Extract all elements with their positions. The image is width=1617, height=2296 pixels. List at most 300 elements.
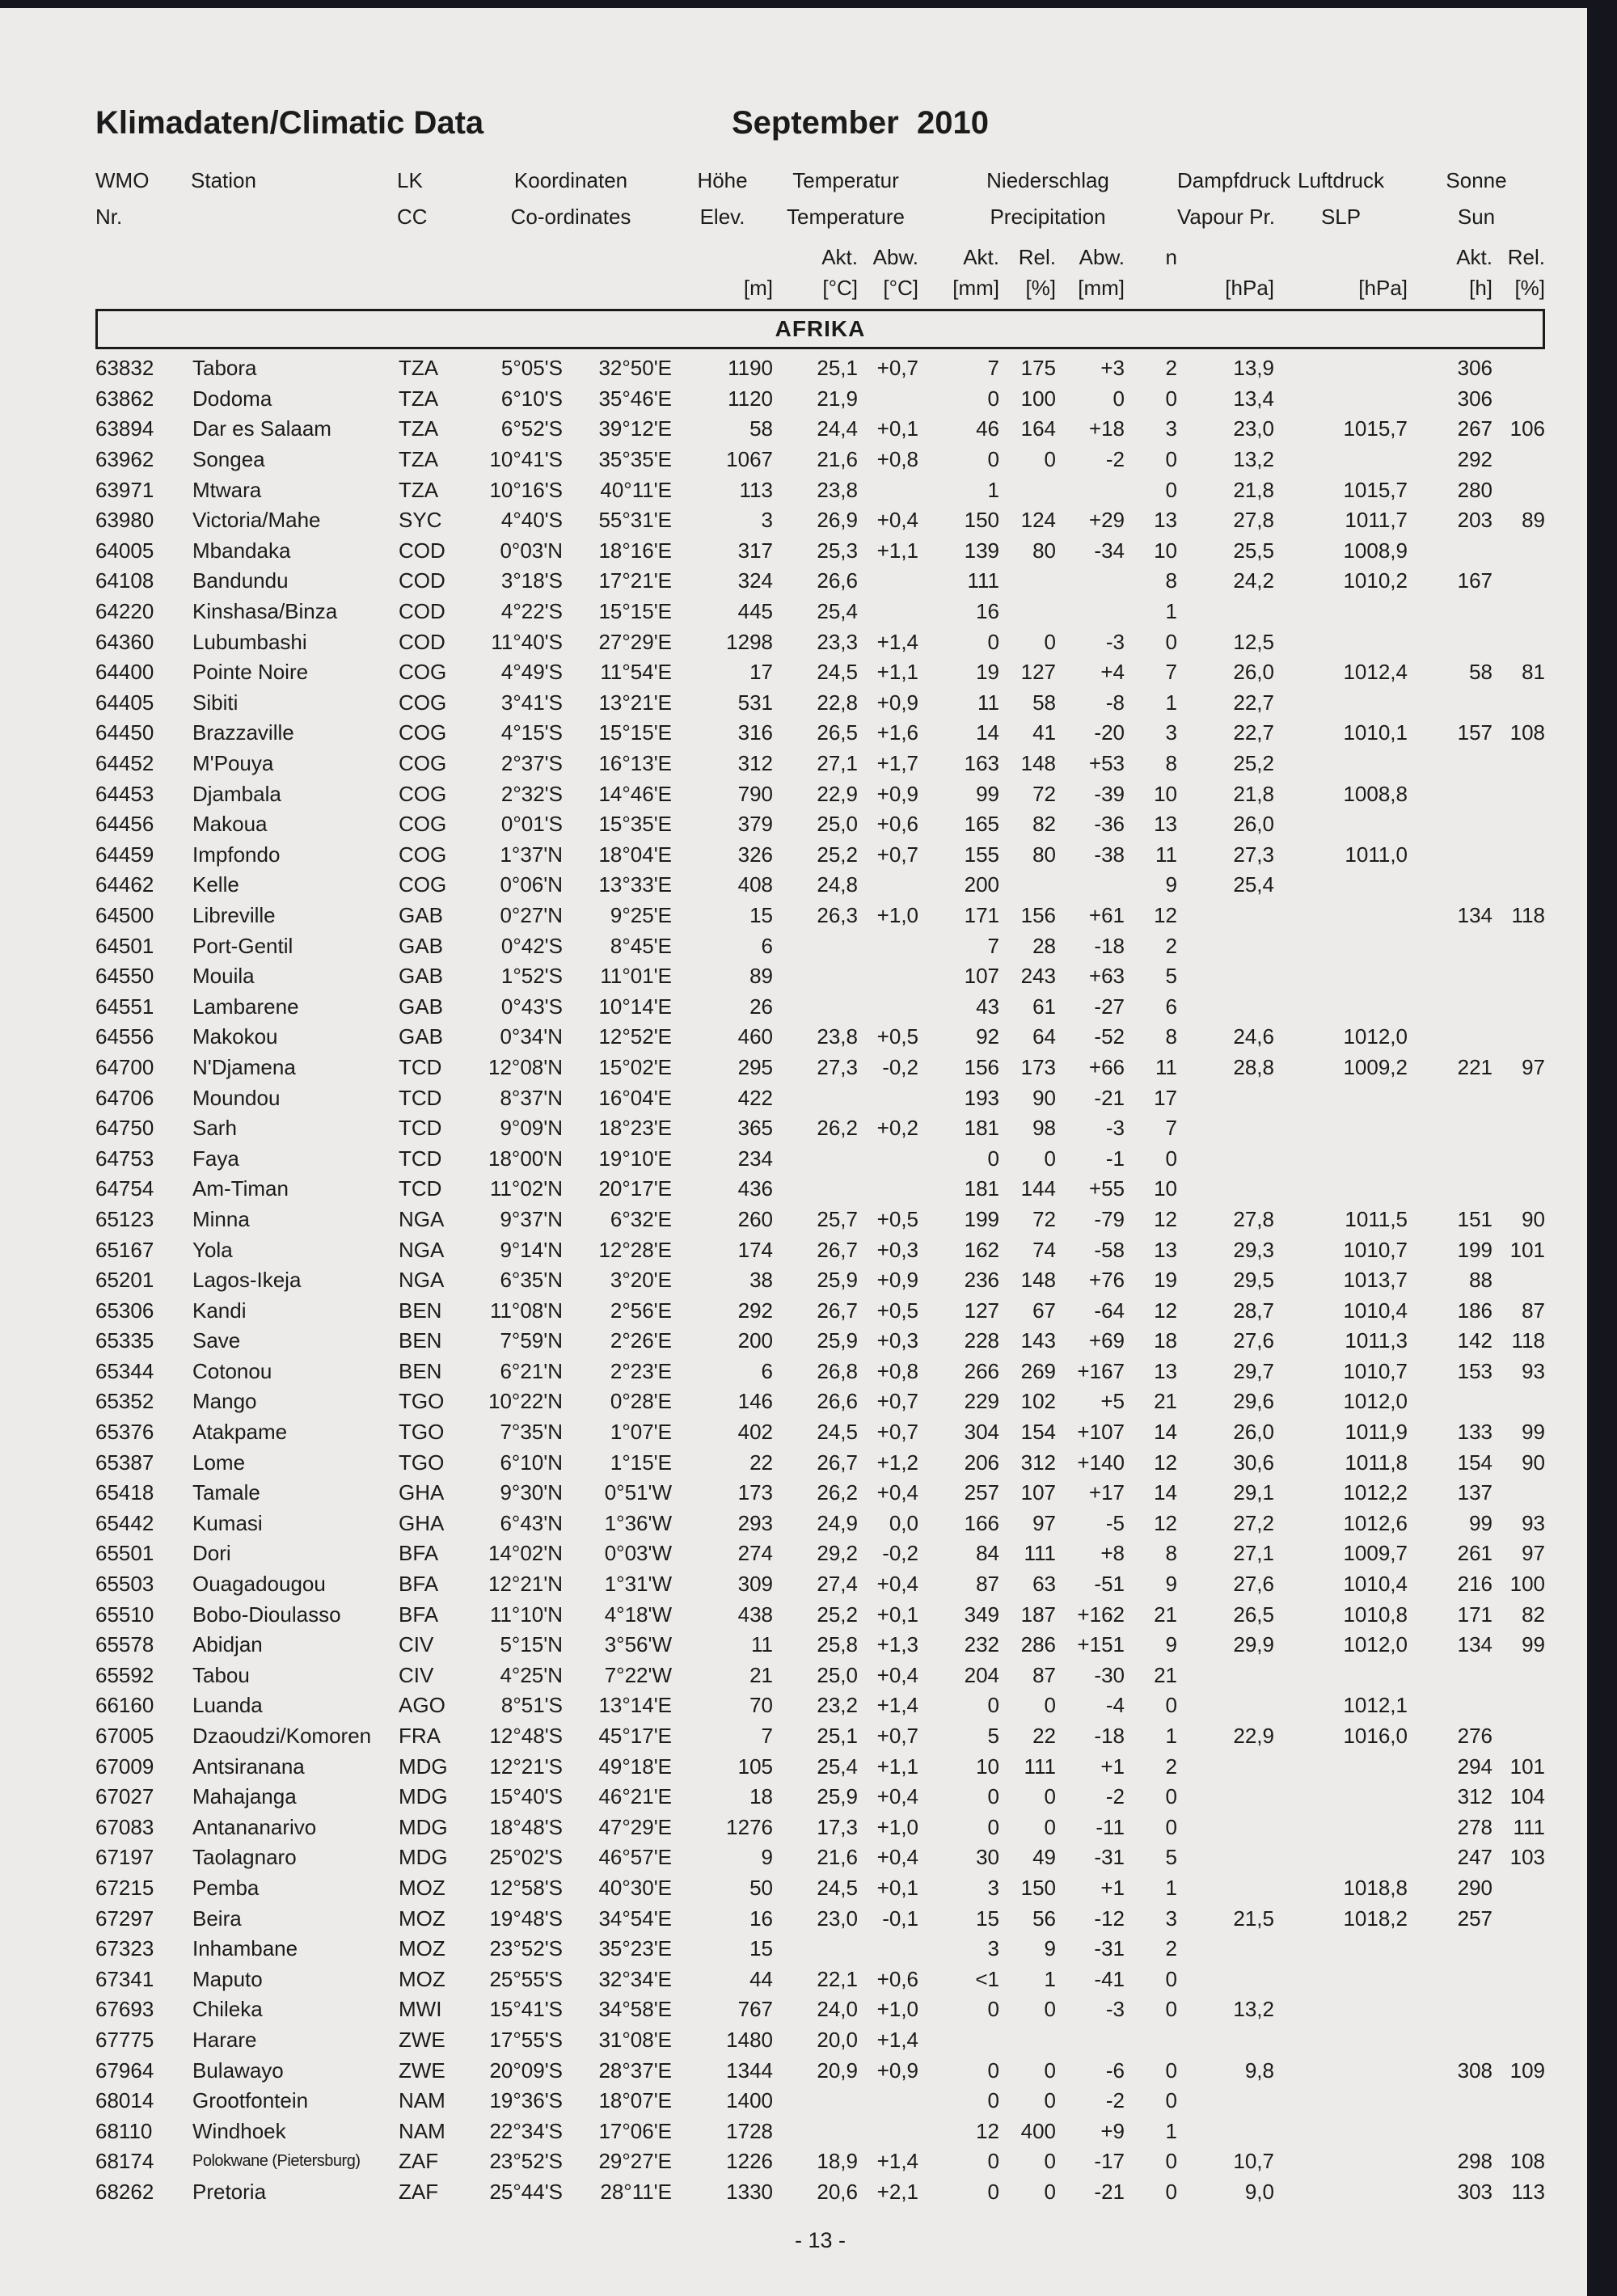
cell-wmo: 63971 xyxy=(95,477,154,502)
cell-wmo: 67083 xyxy=(95,1814,154,1839)
cell-vapour xyxy=(1177,1690,1274,1721)
cell-precip-abw: +66 xyxy=(1088,1054,1125,1079)
cell-sun-akt xyxy=(1408,1022,1492,1053)
cell-cc: TGO xyxy=(399,1389,445,1414)
cell-sun-rel xyxy=(1492,2086,1545,2117)
cell-lat: 18°00'N xyxy=(488,1146,563,1171)
header-slp-en: SLP xyxy=(1320,205,1362,229)
cell-temp-akt: 27,3 xyxy=(817,1054,858,1079)
cell-vapour: 26,0 xyxy=(1233,812,1274,837)
cell-sun-akt xyxy=(1408,1113,1492,1144)
section-title: AFRIKA xyxy=(775,316,866,341)
cell-wmo: 64108 xyxy=(95,568,154,593)
cell-temp-abw: +0,5 xyxy=(876,1206,918,1231)
cell-slp xyxy=(1274,991,1408,1022)
cell-elev: 6 xyxy=(761,1358,773,1383)
table-row xyxy=(95,1022,1545,1053)
cell-lat: 25°55'S xyxy=(489,1966,563,1991)
unit-temp-akt: [°C] xyxy=(822,276,859,300)
cell-cc: NGA xyxy=(399,1206,445,1231)
cell-precip-n: 1 xyxy=(1165,599,1177,624)
cell-vapour: 24,2 xyxy=(1233,568,1274,593)
cell-vapour xyxy=(1177,901,1274,931)
cell-precip-n: 0 xyxy=(1165,1146,1177,1171)
cell-precip-n: 21 xyxy=(1154,1662,1177,1687)
cell-temp-akt: 26,5 xyxy=(817,720,858,745)
cell-sun-rel: 82 xyxy=(1522,1602,1545,1627)
cell-precip-n: 18 xyxy=(1154,1328,1177,1353)
cell-station: Lome xyxy=(192,1450,246,1475)
cell-cc: CIV xyxy=(399,1662,434,1687)
cell-cc: COG xyxy=(399,872,447,897)
cell-elev: 18 xyxy=(749,1784,773,1809)
cell-lon: 47°29'E xyxy=(598,1814,672,1839)
cell-precip-rel: 124 xyxy=(1020,508,1056,533)
subheader-temp-abw: Abw. xyxy=(872,245,919,269)
cell-precip-n: 19 xyxy=(1154,1268,1177,1293)
cell-cc: GAB xyxy=(399,933,443,958)
table-row xyxy=(95,505,1545,536)
cell-temp-akt: 24,4 xyxy=(817,416,858,441)
cell-elev: 531 xyxy=(737,690,773,715)
cell-temp-akt: 25,2 xyxy=(817,1602,858,1627)
cell-lat: 10°16'S xyxy=(489,477,563,502)
cell-sun-rel xyxy=(1492,353,1545,384)
cell-precip-n: 2 xyxy=(1165,1936,1177,1961)
cell-temp-akt: 27,1 xyxy=(817,751,858,776)
cell-precip-rel: 80 xyxy=(1032,842,1056,867)
cell-cc: COG xyxy=(399,690,447,715)
cell-vapour: 27,6 xyxy=(1233,1328,1274,1353)
cell-slp: 1011,0 xyxy=(1345,842,1408,867)
cell-elev: 1276 xyxy=(726,1814,773,1839)
cell-elev: 379 xyxy=(737,812,773,837)
cell-vapour: 21,8 xyxy=(1233,781,1274,806)
cell-vapour: 30,6 xyxy=(1233,1450,1274,1475)
cell-precip-akt: 155 xyxy=(964,842,999,867)
cell-precip-akt: 193 xyxy=(964,1085,999,1110)
cell-precip-rel: 148 xyxy=(1020,1268,1056,1293)
cell-precip-rel: 0 xyxy=(1044,2149,1056,2174)
cell-precip-abw: -27 xyxy=(1094,994,1125,1019)
cell-sun-akt: 257 xyxy=(1457,1906,1492,1931)
cell-temp-akt xyxy=(773,931,858,961)
cell-elev: 26 xyxy=(749,994,773,1019)
cell-vapour: 29,5 xyxy=(1233,1268,1274,1293)
cell-temp-abw: +0,5 xyxy=(876,1024,918,1049)
cell-elev: 436 xyxy=(737,1176,773,1201)
cell-vapour: 26,0 xyxy=(1233,1420,1274,1445)
cell-vapour xyxy=(1177,1842,1274,1873)
cell-precip-akt: 16 xyxy=(976,599,999,624)
cell-precip-n: 12 xyxy=(1154,1206,1177,1231)
cell-wmo: 63832 xyxy=(95,356,154,381)
header-precipitation-en: Precipitation xyxy=(990,205,1106,229)
cell-lon: 16°04'E xyxy=(598,1085,672,1110)
cell-precip-n: 0 xyxy=(1165,1997,1177,2022)
cell-temp-abw: +1,1 xyxy=(876,1754,918,1779)
cell-elev: 173 xyxy=(737,1480,773,1505)
cell-wmo: 65510 xyxy=(95,1602,154,1627)
cell-slp xyxy=(1274,445,1408,475)
cell-sun-rel xyxy=(1492,1721,1545,1752)
cell-precip-akt: 0 xyxy=(987,386,999,411)
cell-precip-n: 11 xyxy=(1155,1054,1177,1079)
table-row xyxy=(95,2055,1545,2086)
cell-precip-n: 0 xyxy=(1165,386,1177,411)
header-sun-en: Sun xyxy=(1457,205,1496,229)
cell-temp-akt: 23,0 xyxy=(817,1906,858,1931)
cell-sun-rel: 97 xyxy=(1522,1054,1545,1079)
cell-precip-n: 7 xyxy=(1165,1116,1177,1141)
cell-lat: 12°58'S xyxy=(489,1875,563,1900)
cell-lat: 14°02'N xyxy=(488,1541,563,1566)
cell-cc: FRA xyxy=(399,1724,441,1749)
cell-precip-akt: 171 xyxy=(964,902,999,927)
cell-precip-abw: +18 xyxy=(1088,416,1125,441)
cell-wmo: 64005 xyxy=(95,538,154,563)
cell-precip-abw xyxy=(1056,475,1125,505)
cell-precip-akt: 156 xyxy=(964,1054,999,1079)
document-page xyxy=(95,0,1545,2253)
cell-precip-akt: 204 xyxy=(964,1662,999,1687)
cell-precip-abw: -2 xyxy=(1105,2088,1125,2113)
cell-sun-rel xyxy=(1492,870,1545,901)
cell-slp: 1011,8 xyxy=(1345,1450,1408,1475)
cell-elev: 146 xyxy=(737,1389,773,1414)
cell-lat: 0°42'S xyxy=(500,933,563,958)
cell-sun-akt: 133 xyxy=(1457,1420,1492,1445)
cell-precip-akt: 349 xyxy=(964,1602,999,1627)
cell-station: Luanda xyxy=(192,1693,263,1718)
cell-elev: 113 xyxy=(739,477,773,502)
cell-precip-rel: 87 xyxy=(1032,1662,1056,1687)
cell-precip-rel: 0 xyxy=(1044,1997,1056,2022)
cell-sun-rel: 93 xyxy=(1522,1358,1545,1383)
table-row xyxy=(95,1265,1545,1296)
cell-precip-abw: +63 xyxy=(1088,964,1125,989)
cell-cc: COG xyxy=(399,842,447,867)
cell-precip-rel: 80 xyxy=(1032,538,1056,563)
cell-precip-abw: -52 xyxy=(1094,1024,1125,1049)
cell-wmo: 64750 xyxy=(95,1116,154,1141)
cell-precip-akt: 11 xyxy=(977,690,999,715)
cell-precip-abw xyxy=(1056,597,1125,627)
cell-temp-akt: 26,6 xyxy=(817,1389,858,1414)
cell-elev: 1067 xyxy=(726,447,773,472)
cell-elev: 316 xyxy=(737,720,773,745)
cell-elev: 460 xyxy=(737,1024,773,1049)
cell-sun-akt: 308 xyxy=(1457,2058,1492,2083)
cell-temp-akt: 26,7 xyxy=(817,1237,858,1262)
cell-vapour: 22,7 xyxy=(1233,720,1274,745)
cell-temp-akt xyxy=(773,961,858,992)
cell-sun-akt xyxy=(1408,2025,1492,2056)
header-sun: Sonne xyxy=(1446,168,1507,192)
cell-station: Moundou xyxy=(192,1085,281,1110)
cell-lat: 12°21'N xyxy=(488,1572,563,1597)
cell-lon: 9°25'E xyxy=(610,902,672,927)
table-row xyxy=(95,1813,1545,1843)
cell-vapour xyxy=(1177,2086,1274,2117)
cell-cc: TZA xyxy=(399,447,439,472)
cell-elev: 58 xyxy=(749,416,773,441)
unit-precip-abw: [mm] xyxy=(1078,276,1125,300)
cell-temp-akt xyxy=(773,1174,858,1205)
cell-precip-abw xyxy=(1056,566,1125,597)
cell-precip-n: 12 xyxy=(1154,1510,1177,1535)
cell-sun-akt xyxy=(1408,597,1492,627)
cell-precip-rel: 0 xyxy=(1044,2179,1056,2204)
cell-lon: 1°31'W xyxy=(604,1572,672,1597)
cell-wmo: 65442 xyxy=(95,1510,154,1535)
cell-sun-rel: 93 xyxy=(1522,1510,1545,1535)
cell-temp-akt xyxy=(773,991,858,1022)
cell-cc: COG xyxy=(399,781,447,806)
cell-wmo: 68014 xyxy=(95,2088,154,2113)
cell-precip-akt: 14 xyxy=(976,720,999,745)
cell-sun-rel: 97 xyxy=(1522,1541,1545,1566)
cell-cc: TZA xyxy=(399,356,439,381)
cell-slp xyxy=(1274,2086,1408,2117)
cell-wmo: 68174 xyxy=(95,2149,154,2174)
cell-lat: 17°55'S xyxy=(489,2027,563,2052)
cell-temp-akt: 22,1 xyxy=(817,1966,858,1991)
cell-elev: 422 xyxy=(737,1085,773,1110)
cell-wmo: 67215 xyxy=(95,1875,154,1900)
cell-wmo: 64753 xyxy=(95,1146,154,1171)
cell-elev: 7 xyxy=(761,1724,773,1749)
cell-precip-rel: 102 xyxy=(1020,1389,1056,1414)
cell-sun-rel xyxy=(1492,991,1545,1022)
cell-sun-rel xyxy=(1492,688,1545,719)
cell-elev: 309 xyxy=(737,1572,773,1597)
cell-wmo: 64500 xyxy=(95,902,154,927)
cell-station: Pointe Noire xyxy=(192,660,309,685)
cell-sun-rel xyxy=(1492,1265,1545,1296)
cell-temp-akt: 20,6 xyxy=(817,2179,858,2204)
cell-precip-rel: 72 xyxy=(1032,781,1056,806)
cell-station: Beira xyxy=(192,1906,242,1931)
cell-lat: 10°22'N xyxy=(488,1389,563,1414)
cell-vapour xyxy=(1177,1143,1274,1174)
cell-precip-n: 0 xyxy=(1165,1784,1177,1809)
cell-precip-n: 10 xyxy=(1154,781,1177,806)
header-elevation-en: Elev. xyxy=(699,205,745,229)
cell-sun-akt xyxy=(1408,1690,1492,1721)
cell-precip-akt: 87 xyxy=(976,1572,999,1597)
cell-temp-akt: 25,1 xyxy=(817,356,858,381)
cell-temp-abw: +1,4 xyxy=(876,629,918,654)
cell-cc: ZWE xyxy=(399,2058,445,2083)
cell-precip-akt: 10 xyxy=(976,1754,999,1779)
cell-sun-rel xyxy=(1492,1934,1545,1965)
cell-precip-n: 1 xyxy=(1165,1724,1177,1749)
cell-precip-rel: 111 xyxy=(1024,1754,1056,1779)
cell-precip-rel: 0 xyxy=(1044,2058,1056,2083)
cell-precip-rel: 56 xyxy=(1032,1906,1056,1931)
table-row xyxy=(95,1447,1545,1478)
cell-precip-abw: -3 xyxy=(1105,1997,1125,2022)
cell-vapour: 26,0 xyxy=(1233,660,1274,685)
cell-sun-akt xyxy=(1408,931,1492,961)
cell-lat: 8°51'S xyxy=(500,1693,563,1718)
cell-lat: 9°09'N xyxy=(500,1116,563,1141)
cell-cc: SYC xyxy=(399,508,442,533)
cell-precip-akt: 266 xyxy=(964,1358,999,1383)
cell-vapour xyxy=(1177,931,1274,961)
cell-lon: 8°45'E xyxy=(610,933,672,958)
cell-precip-akt: 7 xyxy=(987,356,999,381)
cell-precip-n: 6 xyxy=(1165,994,1177,1019)
cell-slp xyxy=(1274,2146,1408,2177)
cell-temp-akt: 26,6 xyxy=(817,568,858,593)
cell-wmo: 65306 xyxy=(95,1298,154,1323)
cell-precip-akt: 228 xyxy=(964,1328,999,1353)
cell-lat: 18°48'S xyxy=(489,1814,563,1839)
cell-sun-rel: 118 xyxy=(1511,1328,1545,1353)
table-row xyxy=(95,1083,1545,1113)
cell-temp-akt: 26,9 xyxy=(817,508,858,533)
cell-station: Bulawayo xyxy=(192,2058,284,2083)
cell-vapour: 21,8 xyxy=(1233,477,1274,502)
cell-precip-akt: 0 xyxy=(987,2058,999,2083)
cell-wmo: 65387 xyxy=(95,1450,154,1475)
cell-precip-rel: 28 xyxy=(1032,933,1056,958)
cell-temp-abw: +1,7 xyxy=(876,751,918,776)
cell-lat: 7°35'N xyxy=(500,1420,563,1445)
table-row xyxy=(95,1994,1545,2025)
cell-temp-abw xyxy=(858,1934,918,1965)
cell-precip-n: 0 xyxy=(1165,447,1177,472)
cell-temp-akt: 24,5 xyxy=(817,1420,858,1445)
cell-lat: 11°08'N xyxy=(489,1298,563,1323)
cell-temp-abw: 0,0 xyxy=(889,1510,918,1535)
cell-precip-n: 13 xyxy=(1154,812,1177,837)
cell-temp-abw xyxy=(858,1083,918,1113)
cell-temp-akt: 20,0 xyxy=(817,2027,858,2052)
cell-cc: COD xyxy=(399,568,445,593)
cell-station: Djambala xyxy=(192,781,281,806)
cell-precip-rel: 187 xyxy=(1020,1602,1056,1627)
cell-lat: 1°52'S xyxy=(500,964,563,989)
cell-slp xyxy=(1274,597,1408,627)
cell-sun-rel xyxy=(1492,961,1545,992)
cell-precip-rel: 61 xyxy=(1032,994,1056,1019)
cell-elev: 44 xyxy=(749,1966,773,1991)
table-row xyxy=(95,1478,1545,1509)
cell-sun-akt: 280 xyxy=(1457,477,1492,502)
cell-lat: 4°22'S xyxy=(500,599,563,624)
cell-vapour xyxy=(1177,1934,1274,1965)
cell-precip-akt: 19 xyxy=(976,660,999,685)
cell-lat: 12°21'S xyxy=(489,1754,563,1779)
cell-sun-rel: 111 xyxy=(1513,1814,1545,1839)
cell-lon: 10°14'E xyxy=(598,994,672,1019)
cell-temp-abw: +0,4 xyxy=(876,1845,918,1870)
cell-station: Tamale xyxy=(192,1480,260,1505)
cell-wmo: 67775 xyxy=(95,2027,154,2052)
cell-station: Abidjan xyxy=(192,1632,263,1657)
cell-sun-rel: 89 xyxy=(1522,508,1545,533)
cell-sun-rel xyxy=(1492,1661,1545,1691)
cell-cc: AGO xyxy=(399,1693,445,1718)
cell-slp: 1011,9 xyxy=(1345,1420,1408,1445)
cell-vapour: 27,1 xyxy=(1233,1541,1274,1566)
cell-temp-abw: +1,2 xyxy=(876,1450,918,1475)
cell-temp-akt xyxy=(773,2086,858,2117)
cell-station: Mahajanga xyxy=(192,1784,297,1809)
cell-precip-abw: -3 xyxy=(1105,1116,1125,1141)
cell-lon: 34°58'E xyxy=(598,1997,672,2022)
cell-cc: MWI xyxy=(399,1997,442,2022)
header-coordinates: Koordinaten xyxy=(513,168,628,192)
cell-slp: 1011,5 xyxy=(1345,1206,1408,1231)
cell-sun-rel: 108 xyxy=(1509,720,1545,745)
cell-vapour: 29,9 xyxy=(1233,1632,1274,1657)
cell-vapour: 25,5 xyxy=(1233,538,1274,563)
cell-station: Dar es Salaam xyxy=(192,416,331,441)
unit-temp-abw: [°C] xyxy=(883,276,919,300)
cell-temp-abw xyxy=(858,931,918,961)
cell-precip-rel: 175 xyxy=(1020,356,1056,381)
cell-precip-rel: 98 xyxy=(1032,1116,1056,1141)
cell-slp: 1012,0 xyxy=(1343,1024,1408,1049)
cell-precip-rel: 150 xyxy=(1020,1875,1056,1900)
cell-sun-akt xyxy=(1408,627,1492,657)
cell-lon: 4°18'W xyxy=(604,1602,672,1627)
cell-sun-rel: 99 xyxy=(1522,1420,1545,1445)
table-row xyxy=(95,1569,1545,1600)
cell-slp xyxy=(1274,2055,1408,2086)
cell-sun-rel: 90 xyxy=(1522,1450,1545,1475)
cell-vapour: 24,6 xyxy=(1233,1024,1274,1049)
cell-precip-rel: 72 xyxy=(1032,1206,1056,1231)
cell-temp-akt: 26,2 xyxy=(817,1116,858,1141)
cell-sun-rel: 90 xyxy=(1522,1206,1545,1231)
cell-elev: 1330 xyxy=(726,2179,773,2204)
cell-vapour xyxy=(1177,597,1274,627)
subheader-precip-abw: Abw. xyxy=(1079,245,1125,269)
cell-precip-abw xyxy=(1056,870,1125,901)
table-row xyxy=(95,1599,1545,1630)
header-slp: Luftdruck xyxy=(1298,168,1384,192)
cell-wmo: 64456 xyxy=(95,812,154,837)
cell-elev: 1400 xyxy=(726,2088,773,2113)
cell-precip-abw: -41 xyxy=(1094,1966,1125,1991)
cell-temp-abw: +0,7 xyxy=(876,1389,918,1414)
cell-slp xyxy=(1274,1842,1408,1873)
cell-lat: 15°40'S xyxy=(489,1784,563,1809)
cell-wmo: 67009 xyxy=(95,1754,154,1779)
cell-precip-rel: 74 xyxy=(1032,1237,1056,1262)
cell-vapour: 12,5 xyxy=(1233,629,1274,654)
cell-precip-akt: 3 xyxy=(987,1936,999,1961)
cell-lon: 17°06'E xyxy=(598,2118,672,2143)
cell-sun-akt xyxy=(1408,749,1492,779)
cell-precip-rel: 143 xyxy=(1020,1328,1056,1353)
cell-station: Minna xyxy=(192,1206,250,1231)
cell-elev: 89 xyxy=(749,964,773,989)
cell-temp-abw: +1,1 xyxy=(876,538,918,563)
cell-station: Grootfontein xyxy=(192,2088,309,2113)
cell-vapour: 22,9 xyxy=(1233,1724,1274,1749)
table-row xyxy=(95,627,1545,657)
cell-precip-abw: +1 xyxy=(1100,1754,1125,1779)
cell-precip-abw: +4 xyxy=(1100,660,1125,685)
cell-temp-abw: +0,2 xyxy=(876,1116,918,1141)
cell-sun-akt: 306 xyxy=(1457,386,1492,411)
